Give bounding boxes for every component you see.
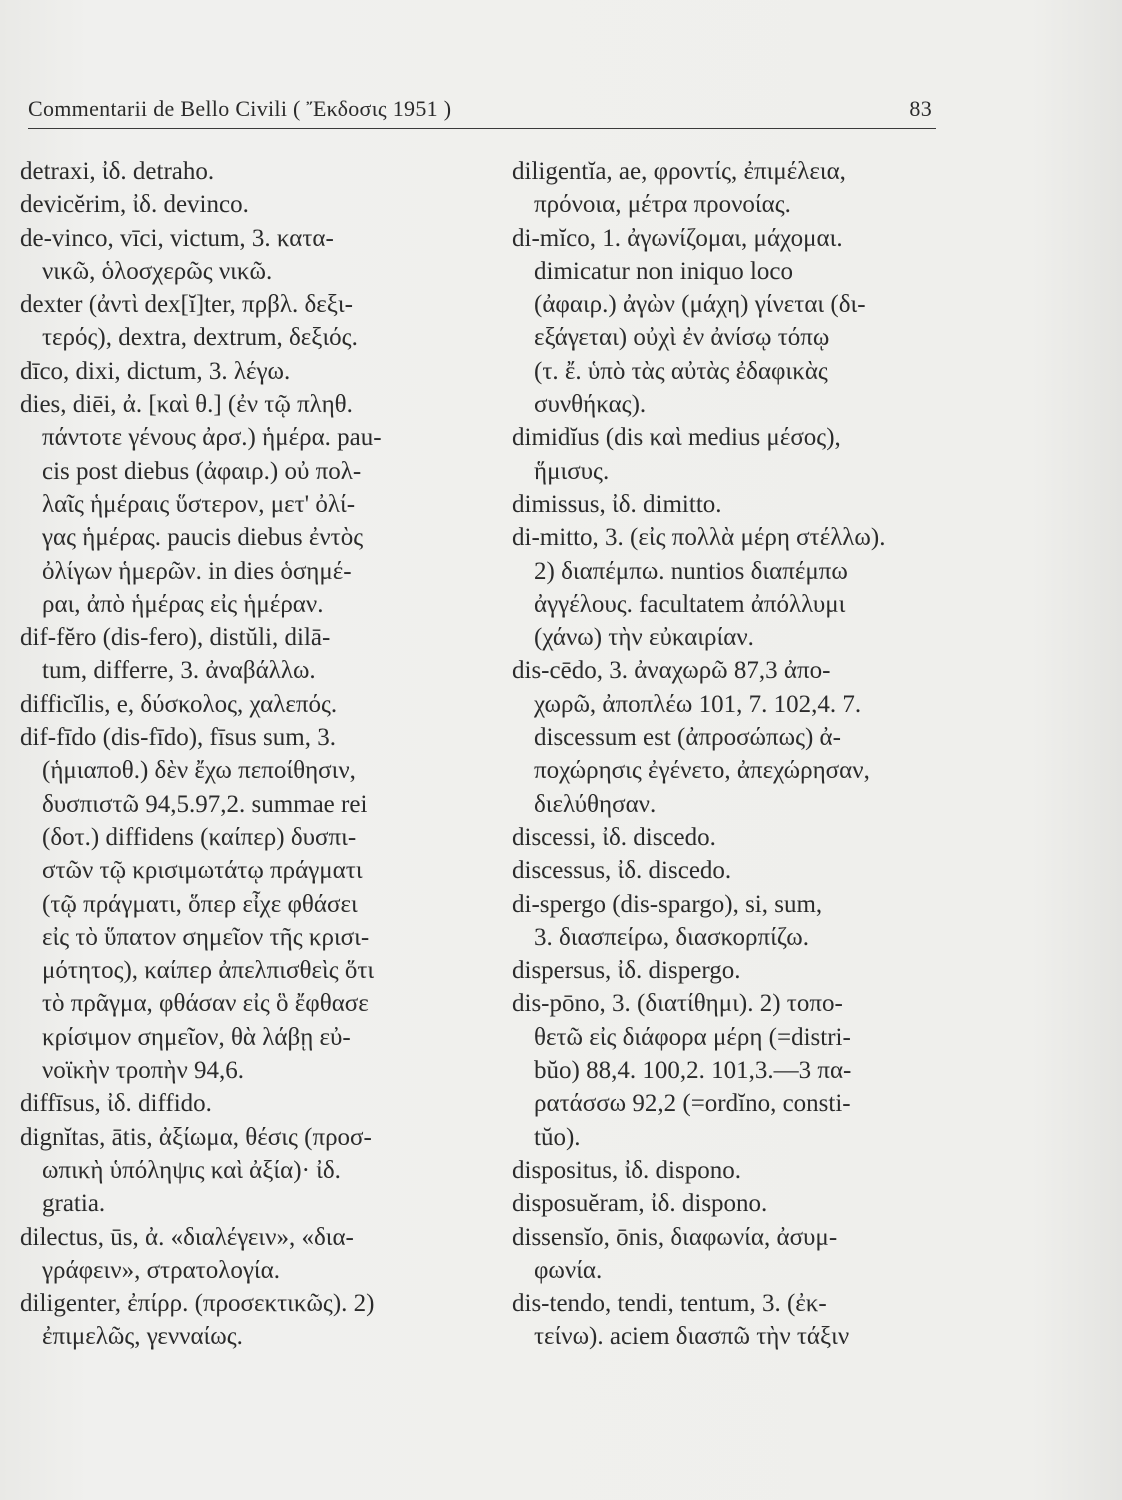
dictionary-line: dexter (ἀντὶ dex[ĭ]ter, πρβλ. δεξι- <box>20 291 353 319</box>
dictionary-line: νικῶ, ὁλοσχερῶς νικῶ. <box>42 257 273 285</box>
dictionary-line: difficĭlis, e, δύσκολος, χαλεπός. <box>20 690 338 718</box>
dictionary-line: discessum est (ἀπροσώπως) ἀ- <box>534 724 841 752</box>
dictionary-line: νοϊκὴν τροπὴν 94,6. <box>42 1057 245 1085</box>
dictionary-line: bŭo) 88,4. 100,2. 101,3.—3 πα- <box>534 1057 852 1085</box>
dictionary-line: di-spergo (dis-spargo), si, sum, <box>512 890 823 918</box>
dictionary-line: dis-tendo, tendi, tentum, 3. (ἐκ- <box>512 1290 827 1318</box>
dictionary-line: diligenter, ἐπίρρ. (προσεκτικῶς). 2) <box>20 1290 375 1318</box>
dictionary-line: (χάνω) τὴν εὐκαιρίαν. <box>534 624 754 652</box>
dictionary-line: φωνία. <box>534 1256 603 1284</box>
dictionary-line: cis post diebus (ἀφαιρ.) οὐ πολ- <box>42 457 362 485</box>
dictionary-line: dīco, dixi, dictum, 3. λέγω. <box>20 357 291 385</box>
dictionary-line: πάντοτε γένους ἀρσ.) ἡμέρα. pau- <box>42 424 382 452</box>
dictionary-line: τὸ πρᾶγμα, φθάσαν εἰς ὃ ἔφθασε <box>42 990 369 1018</box>
dictionary-line: μότητος), καίπερ ἀπελπισθεὶς ὅτι <box>42 957 375 985</box>
dictionary-line: dissensĭo, ōnis, διαφωνία, ἀσυμ- <box>512 1223 838 1251</box>
dictionary-line: χωρῶ, ἀποπλέω 101, 7. 102,4. 7. <box>534 690 862 718</box>
dictionary-line: (ἀφαιρ.) ἀγὼν (μάχη) γίνεται (δι- <box>534 291 866 319</box>
right-column <box>512 155 952 1354</box>
dictionary-line: discessi, ἰδ. discedo. <box>512 823 716 851</box>
dictionary-line: λαῖς ἡμέραις ὕστερον, μετ' ὀλί- <box>42 490 356 518</box>
dictionary-line: dis-pōno, 3. (διατίθημι). 2) τοπο- <box>512 990 843 1018</box>
dictionary-line: ἥμισυς. <box>534 457 610 485</box>
dictionary-line: discessus, ἰδ. discedo. <box>512 857 732 885</box>
dictionary-line: γράφειν», στρατολογία. <box>42 1256 280 1284</box>
dictionary-line: detraxi, ἰδ. detraho. <box>20 158 215 185</box>
dictionary-line: δυσπιστῶ 94,5.97,2. summae rei <box>42 790 368 818</box>
dictionary-line: διελύθησαν. <box>534 790 657 818</box>
dictionary-line: devicĕrim, ἰδ. devinco. <box>20 191 249 219</box>
dictionary-line: ποχώρησις ἐγένετο, ἀπεχώρησαν, <box>534 757 870 785</box>
dictionary-line: tŭo). <box>534 1123 581 1151</box>
dictionary-line: ὀλίγων ἡμερῶν. in dies ὁσημέ- <box>42 557 352 585</box>
running-title: Commentarii de Bello Civili ( Ἔκδοσις 1951 ) <box>28 96 452 121</box>
dictionary-line: de-vinco, vīci, victum, 3. κατα- <box>20 224 334 252</box>
dictionary-line: diffīsus, ἰδ. diffido. <box>20 1090 212 1118</box>
dictionary-line: dimicatur non iniquo loco <box>534 257 793 285</box>
dictionary-line: (δοτ.) diffidens (καίπερ) δυσπι- <box>42 823 357 851</box>
dictionary-line: dimidĭus (dis καὶ medius μέσος), <box>512 424 841 452</box>
dictionary-line: (τῷ πράγματι, ὅπερ εἶχε φθάσει <box>42 890 358 918</box>
dictionary-line: ἐπιμελῶς, γενναίως. <box>42 1323 243 1351</box>
dictionary-line: κρίσιμον σημεῖον, θὰ λάβῃ εὐ- <box>42 1023 351 1051</box>
page-number: 83 <box>909 96 932 121</box>
dictionary-line: γας ἡμέρας. paucis diebus ἐντὸς <box>42 524 364 552</box>
dictionary-line: συνθήκας). <box>534 391 647 419</box>
left-column <box>20 155 490 1354</box>
dictionary-line: dilectus, ūs, ἀ. «διαλέγειν», «δια- <box>20 1223 354 1251</box>
dictionary-line: diligentĭa, ae, φροντίς, ἐπιμέλεια, <box>512 158 846 185</box>
dictionary-line: di-mĭco, 1. ἀγωνίζομαι, μάχομαι. <box>512 224 843 252</box>
running-header <box>28 88 936 129</box>
dictionary-line: πρόνοια, μέτρα προνοίας. <box>534 191 791 219</box>
dictionary-line: dif-fīdo (dis-fīdo), fīsus sum, 3. <box>20 724 336 752</box>
dictionary-line: dignĭtas, ātis, ἀξίωμα, θέσις (προσ- <box>20 1123 372 1151</box>
dictionary-line: dimissus, ἰδ. dimitto. <box>512 490 722 518</box>
dictionary-line: disposuĕram, ἰδ. dispono. <box>512 1190 768 1218</box>
dictionary-line: dif-fĕro (dis-fero), distŭli, dilā- <box>20 624 331 652</box>
dictionary-line: 2) διαπέμπω. nuntios διαπέμπω <box>534 557 848 585</box>
dictionary-line: 3. διασπείρω, διασκορπίζω. <box>534 923 809 951</box>
dictionary-line: tum, differre, 3. ἀναβάλλω. <box>42 657 316 685</box>
dictionary-line: τερός), dextra, dextrum, δεξιός. <box>42 324 358 352</box>
dictionary-line: (ἡμιαποθ.) δὲν ἔχω πεποίθησιν, <box>42 757 356 785</box>
dictionary-line: gratia. <box>42 1190 106 1218</box>
dictionary-line: τείνω). aciem διασπῶ τὴν τάξιν <box>534 1323 850 1351</box>
dictionary-line: (τ. ἔ. ὑπὸ τὰς αὐτὰς ἐδαφικὰς <box>534 357 828 385</box>
dictionary-line: ρατάσσω 92,2 (=ordĭno, consti- <box>534 1090 851 1118</box>
dictionary-line: στῶν τῷ κρισιμωτάτῳ πράγματι <box>42 857 363 885</box>
dictionary-line: εξάγεται) οὐχὶ ἐν ἀνίσῳ τόπῳ <box>534 324 830 352</box>
dictionary-line: θετῶ εἰς διάφορα μέρη (=distri- <box>534 1023 851 1051</box>
dictionary-line: ωπικὴ ὑπόληψις καὶ ἀξία)· ἰδ. <box>42 1156 341 1184</box>
dictionary-line: di-mitto, 3. (εἰς πολλὰ μέρη στέλλω). <box>512 524 886 552</box>
dictionary-line: dispersus, ἰδ. dispergo. <box>512 957 741 985</box>
dictionary-line: dis-cēdo, 3. ἀναχωρῶ 87,3 ἀπο- <box>512 657 831 685</box>
dictionary-line: εἰς τὸ ὕπατον σημεῖον τῆς κρισι- <box>42 923 370 951</box>
dictionary-line: ἀγγέλους. facultatem ἀπόλλυμι <box>534 590 846 618</box>
dictionary-line: ραι, ἀπὸ ἡμέρας εἰς ἡμέραν. <box>42 590 324 618</box>
dictionary-line: dispositus, ἰδ. dispono. <box>512 1156 741 1184</box>
dictionary-line: dies, diēi, ἀ. [καὶ θ.] (ἐν τῷ πληθ. <box>20 391 353 419</box>
